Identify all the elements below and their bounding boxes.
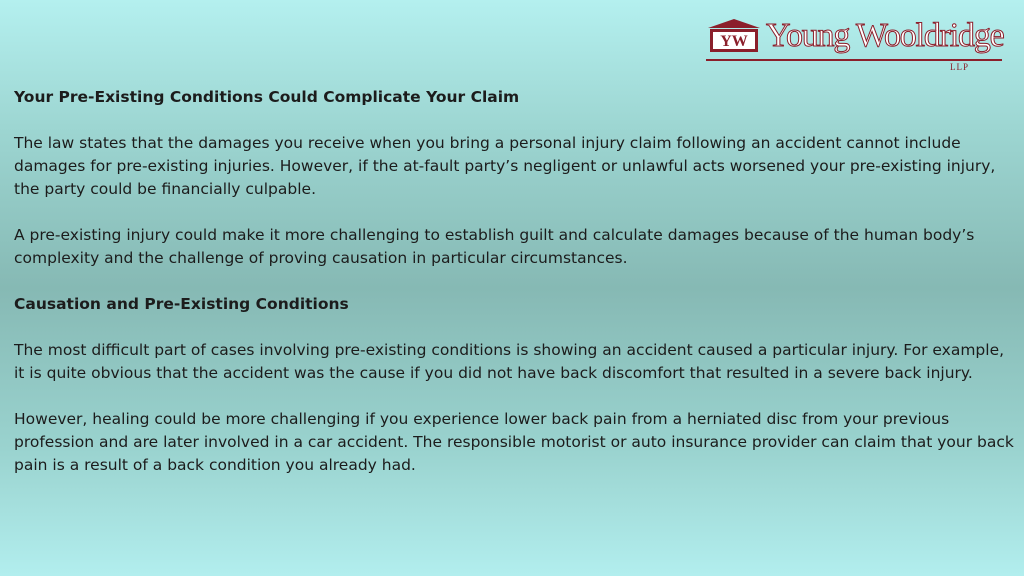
logo-wordmark: Young Wooldridge [766,17,1004,54]
section-heading-preexisting: Your Pre-Existing Conditions Could Complicate Your Claim [14,88,520,106]
paragraph-causation: The most difficult part of cases involving pre-existing conditions is showing an accident caused a particular injury. For example, it is quite obvious that the accident was the cause if you did not have back discomfort that resulted in a severe back injury. [14,341,1005,382]
firm-logo [706,14,1006,74]
logo-underline [706,59,1002,61]
paragraph-damages: The law states that the damages you receive when you bring a personal injury claim following an accident cannot include damages for pre-existing injuries. However, if the at-fault party’s negligent or unlawful acts worsened your pre-existing injury, the party could be financially culpable. [14,134,996,198]
paragraph-challenges: A pre-existing injury could make it more challenging to establish guilt and calculate damages because of the human body’s complexity and the challenge of proving causation in particular circumstances. [14,226,975,267]
logo-initials: YW [720,33,748,50]
building-icon [706,18,762,54]
paragraph-back-pain: However, healing could be more challenging if you experience lower back pain from a herniated disc from your previous profession and are later involved in a car accident. The responsible motorist or auto insurance provider can claim that your back pain is a result of a back condition you already had. [14,410,1014,474]
article-body [14,86,1014,477]
logo-suffix: LLP [950,62,970,72]
section-heading-causation: Causation and Pre-Existing Conditions [14,295,349,313]
